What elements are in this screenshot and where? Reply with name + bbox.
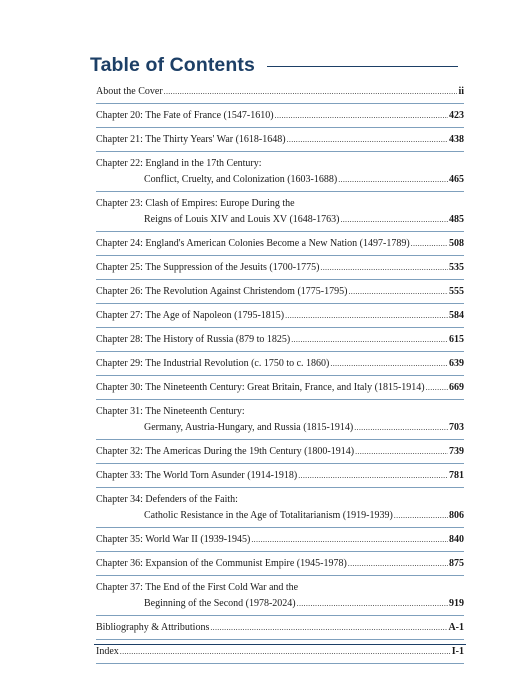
toc-entry-label: Chapter 26: The Revolution Against Christendom (1775-1795): [96, 286, 348, 297]
toc-entry-page: 639: [449, 358, 464, 369]
toc-entry[interactable]: [96, 80, 464, 104]
toc-entry-page: 875: [449, 558, 464, 569]
toc-entry-page: A-1: [448, 622, 464, 633]
toc-entry-label: Catholic Resistance in the Age of Totalitarianism (1919-1939): [144, 510, 393, 521]
toc-entry-page: 703: [449, 422, 464, 433]
toc-entry-line: [96, 444, 464, 460]
toc-entry-line: [96, 236, 464, 252]
toc-entry[interactable]: [96, 328, 464, 352]
toc-entry-label: Chapter 29: The Industrial Revolution (c. 1750 to c. 1860): [96, 358, 330, 369]
toc-entry-label: Chapter 21: The Thirty Years' War (1618-1648): [96, 134, 286, 145]
dot-leader: [285, 308, 448, 324]
toc-entry-line: [96, 556, 464, 572]
toc-entry-label: Beginning of the Second (1978-2024): [144, 598, 296, 609]
toc-entry[interactable]: [96, 232, 464, 256]
toc-entry-page: 781: [449, 470, 464, 481]
toc-list: [94, 80, 466, 664]
toc-entry-line: [96, 356, 464, 372]
toc-entry-page: 615: [449, 334, 464, 345]
toc-entry-label: Reigns of Louis XIV and Louis XV (1648-1763): [144, 214, 340, 225]
toc-entry-label: Index: [96, 646, 119, 657]
toc-entry-label: Chapter 25: The Suppression of the Jesuits (1700-1775): [96, 262, 320, 273]
bottom-rule: [94, 644, 466, 645]
dot-leader: [394, 508, 448, 524]
toc-entry[interactable]: [96, 192, 464, 232]
toc-entry-label: Germany, Austria-Hungary, and Russia (1815-1914): [144, 422, 354, 433]
dot-leader: [120, 644, 451, 660]
toc-entry-line: [96, 468, 464, 484]
toc-entry-page: ii: [458, 86, 464, 97]
toc-entry[interactable]: [96, 256, 464, 280]
toc-entry-line: [96, 132, 464, 148]
dot-leader: [348, 556, 448, 572]
dot-leader: [354, 420, 448, 436]
dot-leader: [297, 596, 448, 612]
toc-entry-page: 840: [449, 534, 464, 545]
toc-entry[interactable]: [96, 552, 464, 576]
toc-entry-line: [96, 284, 464, 300]
toc-entry-label: Chapter 24: England's American Colonies Become a New Nation (1497-1789): [96, 238, 410, 249]
toc-entry-line: [96, 308, 464, 324]
toc-entry-page: 584: [449, 310, 464, 321]
toc-entry-page: 465: [449, 174, 464, 185]
toc-entry-subline: [96, 212, 464, 228]
toc-entry-label: Chapter 22: England in the 17th Century:: [96, 158, 262, 169]
toc-entry[interactable]: [96, 280, 464, 304]
dot-leader: [411, 236, 448, 252]
toc-entry-page: I-1: [451, 646, 464, 657]
toc-entry[interactable]: [96, 488, 464, 528]
toc-entry-label: Chapter 34: Defenders of the Faith:: [96, 494, 238, 505]
dot-leader: [275, 108, 448, 124]
toc-entry-label: Chapter 36: Expansion of the Communist Empire (1945-1978): [96, 558, 347, 569]
toc-entry[interactable]: [96, 352, 464, 376]
toc-entry[interactable]: [96, 616, 464, 640]
dot-leader: [426, 380, 448, 396]
toc-entry[interactable]: [96, 104, 464, 128]
toc-entry-page: 485: [449, 214, 464, 225]
toc-entry-page: 669: [449, 382, 464, 393]
dot-leader: [348, 284, 448, 300]
toc-entry-label: About the Cover: [96, 86, 163, 97]
toc-entry-label: Bibliography & Attributions: [96, 622, 210, 633]
toc-entry-label: Chapter 28: The History of Russia (879 to 1825): [96, 334, 291, 345]
toc-entry-page: 508: [449, 238, 464, 249]
page-title: Table of Contents: [90, 53, 255, 76]
dot-leader: [355, 444, 448, 460]
toc-header: [90, 50, 458, 80]
toc-entry-page: 919: [449, 598, 464, 609]
toc-entry-label: Chapter 33: The World Torn Asunder (1914-1918): [96, 470, 298, 481]
toc-entry[interactable]: [96, 376, 464, 400]
toc-entry-label: Chapter 32: The Americas During the 19th Century (1800-1914): [96, 446, 355, 457]
toc-entry[interactable]: [96, 128, 464, 152]
toc-entry[interactable]: [96, 152, 464, 192]
toc-entry-line: [96, 404, 464, 420]
toc-entry-line: [96, 580, 464, 596]
toc-entry-page: 535: [449, 262, 464, 273]
toc-entry-label: Chapter 20: The Fate of France (1547-1610): [96, 110, 274, 121]
toc-entry-subline: [96, 420, 464, 436]
title-rule: [267, 66, 458, 67]
dot-leader: [298, 468, 448, 484]
toc-entry-label: Chapter 31: The Nineteenth Century:: [96, 406, 245, 417]
toc-entry-line: [96, 260, 464, 276]
toc-entry-line: [96, 84, 464, 100]
toc-entry[interactable]: [96, 440, 464, 464]
toc-entry-line: [96, 332, 464, 348]
toc-entry-subline: [96, 508, 464, 524]
toc-entry-line: [96, 644, 464, 660]
toc-entry-label: Chapter 37: The End of the First Cold War and the: [96, 582, 299, 593]
toc-entry-line: [96, 156, 464, 172]
toc-entry[interactable]: [96, 304, 464, 328]
dot-leader: [287, 132, 448, 148]
dot-leader: [291, 332, 448, 348]
toc-entry[interactable]: [96, 576, 464, 616]
toc-entry-line: [96, 532, 464, 548]
toc-entry-page: 806: [449, 510, 464, 521]
toc-entry-line: [96, 196, 464, 212]
toc-entry-line: [96, 492, 464, 508]
dot-leader: [340, 212, 448, 228]
toc-entry-subline: [96, 172, 464, 188]
toc-entry-label: Chapter 23: Clash of Empires: Europe During the: [96, 198, 295, 209]
toc-entry-line: [96, 108, 464, 124]
toc-entry-label: Chapter 27: The Age of Napoleon (1795-1815): [96, 310, 285, 321]
toc-entry[interactable]: [96, 528, 464, 552]
toc-entry-label: Conflict, Cruelty, and Colonization (1603-1688): [144, 174, 338, 185]
dot-leader: [338, 172, 448, 188]
toc-entry-page: 423: [449, 110, 464, 121]
toc-entry-subline: [96, 596, 464, 612]
dot-leader: [320, 260, 448, 276]
dot-leader: [210, 620, 447, 636]
dot-leader: [330, 356, 448, 372]
toc-entry-label: Chapter 35: World War II (1939-1945): [96, 534, 251, 545]
toc-entry-page: 555: [449, 286, 464, 297]
toc-entry-line: [96, 620, 464, 636]
toc-entry-page: 438: [449, 134, 464, 145]
dot-leader: [251, 532, 448, 548]
toc-entry-line: [96, 380, 464, 396]
toc-entry[interactable]: [96, 400, 464, 440]
dot-leader: [164, 84, 458, 100]
toc-entry-label: Chapter 30: The Nineteenth Century: Great Britain, France, and Italy (1815-1914): [96, 382, 425, 393]
toc-entry[interactable]: [96, 464, 464, 488]
toc-entry-page: 739: [449, 446, 464, 457]
